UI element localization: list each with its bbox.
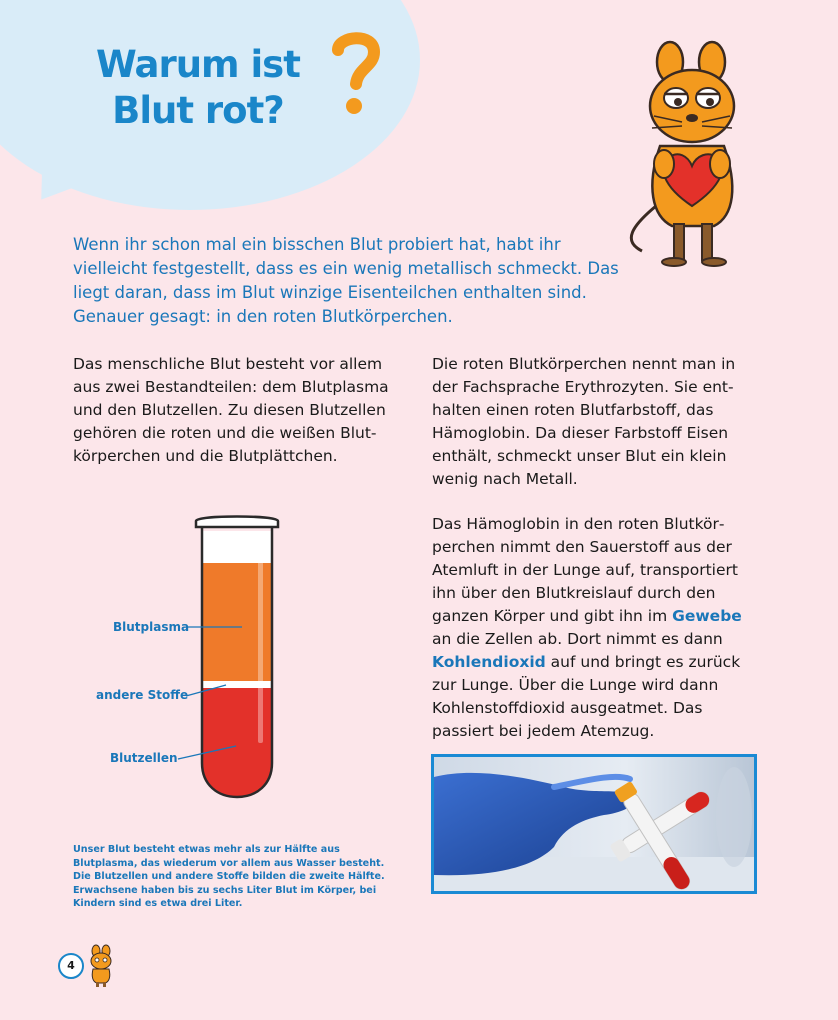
paragraph-3-text-a: Das Hämoglobin in den roten Blutkörperchen nimmt den Sauerstoff aus der Atemluft in der Lunge auf, transportiert ihn über den Blutkreislauf durch den ganzen Körper und gibt ihn im <box>432 515 738 625</box>
label-blutplasma: Blutplasma <box>113 620 190 634</box>
page-number: 4 <box>58 953 84 979</box>
label-andere-stoffe: andere Stoffe <box>96 688 189 702</box>
gloved-hand-with-tubes-image <box>434 757 754 891</box>
tube-caption: Unser Blut besteht etwas mehr als zur Hälfte aus Blutplasma, das wiederum vor allem aus Wasser besteht. Die Blutzellen und andere Stoffe bilden die zweite Hälfte. Erwachsene haben bis zu sechs Liter Blut im Körper, bei Kindern sind es etwa drei Liter. <box>73 844 385 910</box>
body-paragraph-1: Das menschliche Blut besteht vor allem aus zwei Bestandteilen: dem Blutplasma und den Blutzellen. Zu diesen Blutzellen gehören die roten und die weißen Blutkörperchen und die Blutplättchen. <box>73 355 389 465</box>
paragraph-3-text-c: auf und bringt es zurück zur Lunge. Über die Lunge wird dann Kohlenstoffdioxid ausgeatmet. Das passiert bei jedem Atemzug. <box>432 653 741 740</box>
body-paragraph-2: Die roten Blutkörperchen nennt man in der Fachsprache Erythrozyten. Sie enthalten einen roten Blutfarbstoff, das Hämoglobin. Da dieser Farbstoff Eisen enthält, schmeckt unser Blut ein klein wenig nach Metall. <box>432 355 736 488</box>
label-blutzellen: Blutzellen <box>110 751 178 765</box>
mouse-mascot-icon <box>86 944 116 988</box>
intro-paragraph: Wenn ihr schon mal ein bisschen Blut probiert hat, habt ihr vielleicht festgestellt, dass es ein wenig metallisch schmeckt. Das liegt daran, dass im Blut winzige Eisenteilchen enthalten sind. Genauer gesagt: in den roten Blutkörperchen. <box>73 235 619 326</box>
paragraph-3-text-b: an die Zellen ab. Dort nimmt es dann <box>432 630 723 648</box>
title-line-2: Blut rot? <box>112 89 284 132</box>
keyword-gewebe: Gewebe <box>672 607 742 625</box>
blood-sample-photo <box>431 754 757 894</box>
keyword-kohlendioxid: Kohlendioxid <box>432 653 546 671</box>
title-line-1: Warum ist <box>96 43 300 86</box>
